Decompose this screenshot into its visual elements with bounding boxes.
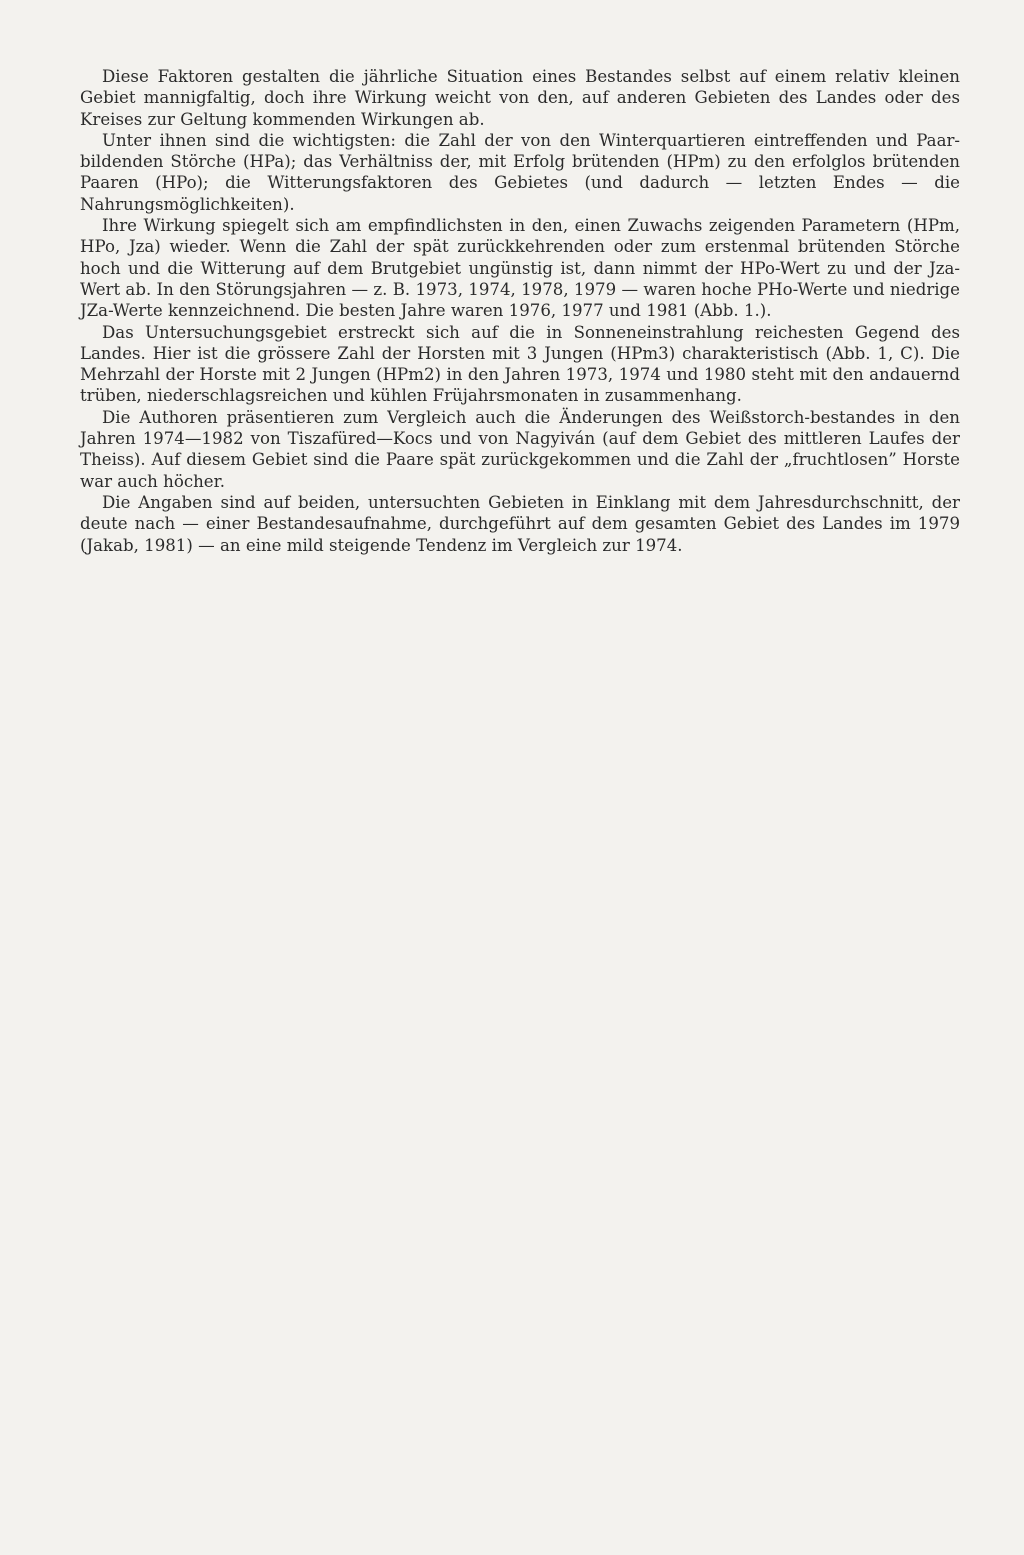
text-column bbox=[80, 66, 960, 556]
paragraph-important-factors: Unter ihnen sind die wichtigsten: die Zahl der von den Winterquartieren eintreffenden und Paar-bildenden Störche (HPa); das Verhältniss der, mit Erfolg brütenden (HPm) zu den erfolglos brütenden Paaren (HPo); die Witterungsfaktoren des Gebietes (und dadurch — letzten Endes — die Nahrungsmöglichkeiten). bbox=[80, 130, 960, 214]
paragraph-factors: Diese Faktoren gestalten die jährliche Situation eines Bestandes selbst auf einem relativ kleinen Gebiet mannigfaltig, doch ihre Wirkung weicht von den, auf anderen Gebieten des Landes oder des Kreises zur Geltung kommenden Wirkungen ab. bbox=[80, 67, 960, 129]
paragraph-comparison: Die Authoren präsentieren zum Vergleich auch die Änderungen des Weißstorch-bestandes in den Jahren 1974—1982 von Tiszafüred—Kocs und von Nagyiván (auf dem Gebiet des mittleren Laufes der Theiss). Auf diesem Gebiet sind die Paare spät zurückgekommen und die Zahl der „fruchtlosen” Horste war auch höcher. bbox=[80, 407, 960, 491]
paragraph-study-area: Das Untersuchungsgebiet erstreckt sich auf die in Sonneneinstrahlung reichesten Gegend des Landes. Hier ist die grössere Zahl der Horsten mit 3 Jungen (HPm3) charakteristisch (Abb. 1, C). Die Mehrzahl der Horste mit 2 Jungen (HPm2) in den Jahren 1973, 1974 und 1980 steht mit den andauernd trüben, niederschlagsreichen und kühlen Früjahrsmonaten in zusammenhang. bbox=[80, 322, 960, 406]
paragraph-parameters: Ihre Wirkung spiegelt sich am empfindlichsten in den, einen Zuwachs zeigenden Parametern (HPm, HPo, Jza) wieder. Wenn die Zahl der spät zurückkehrenden oder zum erstenmal brütenden Störche hoch und die Witterung auf dem Brutgebiet ungünstig ist, dann nimmt der HPo-Wert zu und der Jza-Wert ab. In den Störungsjahren — z. B. 1973, 1974, 1978, 1979 — waren hoche PHo-Werte und niedrige JZa-Werte kennzeichnend. Die besten Jahre waren 1976, 1977 und 1981 (Abb. 1.). bbox=[80, 216, 960, 321]
paragraph-conclusion: Die Angaben sind auf beiden, untersuchten Gebieten in Einklang mit dem Jahresdurchschnitt, der deute nach — einer Bestandesaufnahme, durchgeführt auf dem gesamten Gebiet des Landes im 1979 (Jakab, 1981) — an eine mild steigende Tendenz im Vergleich zur 1974. bbox=[80, 492, 960, 555]
